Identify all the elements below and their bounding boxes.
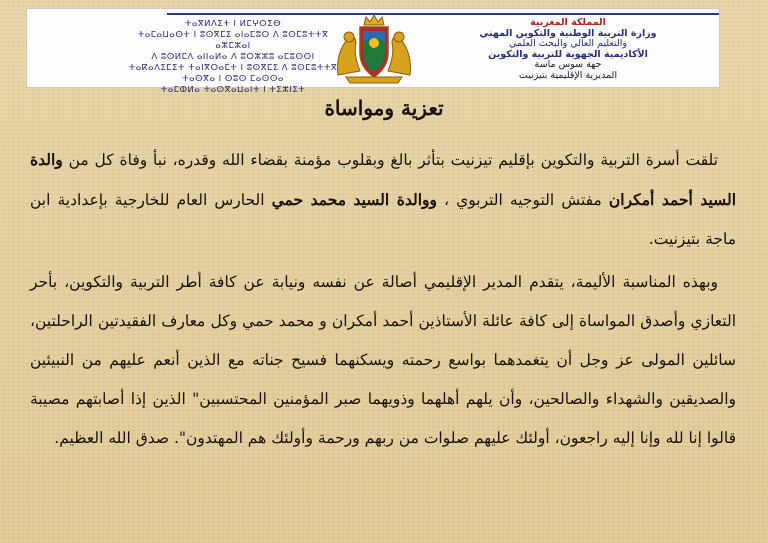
page-title: تعزية ومواساة: [324, 96, 444, 120]
letterhead-tifinagh-block: [123, 19, 343, 96]
deceased-two: ووالدة السيد محمد حمي: [271, 190, 437, 209]
tifinagh-line: ⴷ ⵓⵙⵍⵎⴷ ⴰⵏⵏⴰⵍⴰ ⴷ ⵓⵔⵣⵣⵓ ⴰⵎⵓⵙⵙⵏ: [151, 52, 315, 62]
letterhead-rule: [167, 13, 719, 15]
paragraph-announcement: [30, 140, 736, 259]
letterhead-line-ministry: وزارة التربية الوطنية والتكوين المهني: [479, 27, 657, 39]
letterhead: [26, 8, 720, 95]
tifinagh-line: ⵜⴰⵙⴳⴰ ⵏ ⵙⵓⵙ ⵎⴰⵙⵙⴰ: [182, 74, 284, 84]
announcement-text: مفتش التوجيه التربوي ،: [437, 191, 609, 209]
moroccan-coat-of-arms-icon: [332, 13, 416, 85]
letterhead-line-region: جهة سوس ماسة: [534, 59, 602, 70]
letterhead-line-directorate: المديرية الإقليمية بتيزنيت: [518, 69, 618, 81]
deceased-one: والدة السيد أحمد أمكران: [30, 150, 737, 209]
letterhead-arabic-block: [423, 18, 713, 81]
letterhead-line-academy: الأكاديمية الجهوية للتربية والتكوين: [488, 48, 648, 60]
letterhead-line-ministry-cont: والتعليم العالي والبحث العلمي: [509, 38, 627, 49]
tifinagh-line: ⵜⴰⵎⵀⵍⴰ ⵜⴰⵙⴳⴰⵡⴰⵏⵜ ⵏ ⵜⵉⵣⵏⵉⵜ: [160, 85, 306, 95]
announcement-text: الحارس العام للخارجية بإعدادية ابن ماجة بتيزنيت.: [30, 191, 736, 248]
letterhead-line-kingdom: المملكة المغربية: [530, 17, 606, 28]
announcement-text: تلقت أسرة التربية والتكوين بإقليم تيزنيت بتأثر بالغ وبقلوب مؤمنة بقضاء الله وقدره، نبأ وفاة كل من: [62, 151, 718, 169]
tifinagh-line: ⵜⴰⴳⵍⴷⵉⵜ ⵏ ⵍⵎⵖⵔⵉⴱ: [184, 19, 282, 29]
letter-body: [30, 140, 736, 458]
paragraph-condolences: وبهذه المناسبة الأليمة، يتقدم المدير الإقليمي أصالة عن نفسه ونيابة عن كافة أطر التربية والتكوين، بأحر التعازي وأصدق المواساة إلى كافة عائلة الأستاذين أحمد أمكران و محمد حمي وكل معارف الفقيدتين الراحلتين، سائلين المولى عز وجل أن يتغمدهما بواسع رحمته ويسكنهما فسيح جناته مع الذين أنعم عليهم من النبيئين والصديقين والشهداء والصالحين، وأن يلهم أهلهما وذويهما صبر المؤمنين المحتسبين" الذين إذا أصابتهم مصيبة قالوا إنا لله وإنا إليه راجعون، أولئك عليهم صلوات من ربهم ورحمة وأولئك هم المهتدون". صدق الله العظيم.: [30, 273, 736, 447]
tifinagh-line: ⵜⴰⵎⴰⵡⴰⵙⵜ ⵏ ⵓⵙⴳⵎⵉ ⴰⵏⴰⵎⵓⵔ ⴷ ⵓⵙⵎⵓⵜⵜⴳ ⴰⵣⵎⵣⴰⵏ: [137, 30, 329, 51]
tifinagh-line: ⵜⴰⴽⴰⴷⵉⵎⵉⵜ ⵜⴰⵏⴳⵔⴰⵎⵜ ⵏ ⵓⵙⴳⵎⵉ ⴷ ⵓⵙⵎⵓⵜⵜⴳ: [128, 63, 338, 73]
